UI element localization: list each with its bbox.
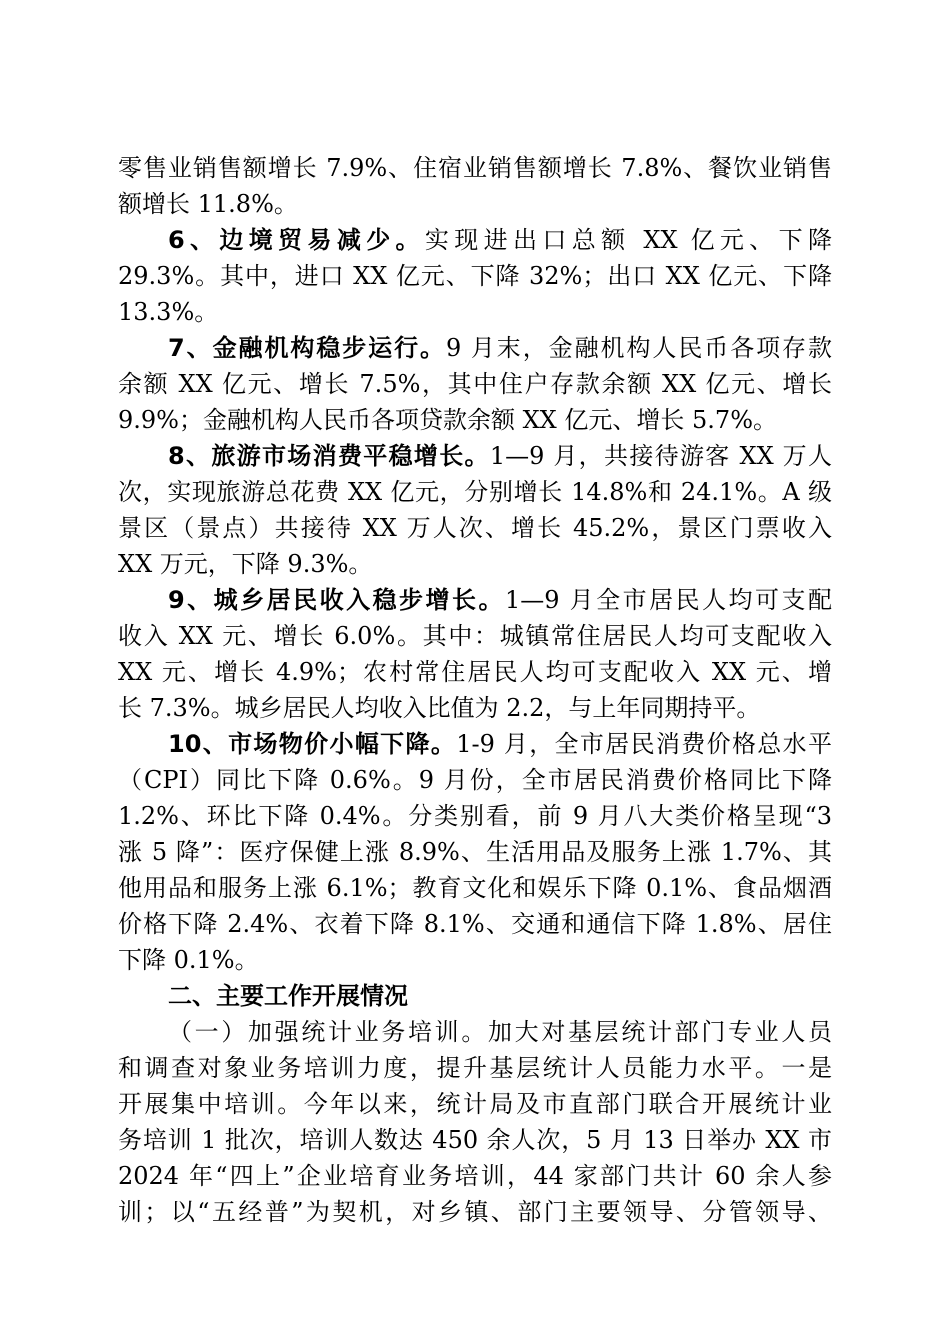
text-line — [118, 258, 832, 294]
heading-text: 6、边境贸易减少。 — [168, 226, 425, 254]
text-line — [118, 582, 832, 618]
body-text: 13.3%。 — [118, 298, 219, 326]
body-text: 零售业销售额增长 7.9%、住宿业销售额增长 7.8%、餐饮业销售 — [118, 154, 832, 182]
heading-text: 10、市场物价小幅下降。 — [168, 730, 457, 758]
document-body — [118, 150, 832, 1230]
body-text: 价格下降 2.4%、衣着下降 8.1%、交通和通信下降 1.8%、居住 — [118, 910, 832, 938]
text-line — [118, 762, 832, 798]
heading-text: 9、城乡居民收入稳步增长。 — [168, 586, 505, 614]
body-text: 次，实现旅游总花费 XX 亿元，分别增长 14.8%和 24.1%。A 级 — [118, 478, 832, 506]
body-text: 9.9%；金融机构人民币各项贷款余额 XX 亿元、增长 5.7%。 — [118, 406, 778, 434]
text-line — [118, 690, 832, 726]
heading-text: 7、金融机构稳步运行。 — [168, 334, 446, 362]
text-line — [118, 330, 832, 366]
heading-text: 8、旅游市场消费平稳增长。 — [168, 442, 490, 470]
body-text: XX 万元，下降 9.3%。 — [118, 550, 373, 578]
body-text: 余额 XX 亿元、增长 7.5%，其中住户存款余额 XX 亿元、增长 — [118, 370, 832, 398]
text-line — [118, 726, 832, 762]
text-line — [118, 150, 832, 186]
text-line — [118, 978, 832, 1014]
body-text: 务培训 1 批次，培训人数达 450 余人次，5 月 13 日举办 XX 市 — [118, 1126, 832, 1154]
text-line — [118, 402, 832, 438]
text-line — [118, 510, 832, 546]
text-line — [118, 1086, 832, 1122]
text-line — [118, 222, 832, 258]
text-line — [118, 870, 832, 906]
body-text: 1—9 月，共接待游客 XX 万人 — [489, 442, 832, 470]
text-line — [118, 834, 832, 870]
body-text: 下降 0.1%。 — [118, 946, 259, 974]
body-text: 9 月末，金融机构人民币各项存款 — [446, 334, 832, 362]
text-line — [118, 1158, 832, 1194]
body-text: 29.3%。其中，进口 XX 亿元、下降 32%；出口 XX 亿元、下降 — [118, 262, 832, 290]
text-line — [118, 1050, 832, 1086]
body-text: 涨 5 降”：医疗保健上涨 8.9%、生活用品及服务上涨 1.7%、其 — [118, 838, 832, 866]
text-line — [118, 798, 832, 834]
text-line — [118, 1014, 832, 1050]
body-text: 和调查对象业务培训力度，提升基层统计人员能力水平。一是 — [118, 1054, 832, 1082]
body-text: XX 元、增长 4.9%；农村常住居民人均可支配收入 XX 元、增 — [118, 658, 832, 686]
text-line — [118, 654, 832, 690]
body-text: 1—9 月全市居民人均可支配 — [505, 586, 832, 614]
body-text: 他用品和服务上涨 6.1%；教育文化和娱乐下降 0.1%、食品烟酒 — [118, 874, 832, 902]
text-line — [118, 294, 832, 330]
text-line — [118, 438, 832, 474]
text-line — [118, 1194, 832, 1230]
text-line — [118, 942, 832, 978]
body-text: 收入 XX 元、增长 6.0%。其中：城镇常住居民人均可支配收入 — [118, 622, 832, 650]
body-text: 额增长 11.8%。 — [118, 190, 298, 218]
text-line — [118, 618, 832, 654]
body-text: 1.2%、环比下降 0.4%。分类别看，前 9 月八大类价格呈现“3 — [118, 802, 832, 830]
body-text: （一）加强统计业务培训。加大对基层统计部门专业人员 — [168, 1018, 832, 1046]
text-line — [118, 474, 832, 510]
text-line — [118, 1122, 832, 1158]
body-text: 训；以“五经普”为契机，对乡镇、部门主要领导、分管领导、 — [118, 1198, 832, 1226]
body-text: 景区（景点）共接待 XX 万人次、增长 45.2%，景区门票收入 — [118, 514, 832, 542]
heading-text: 二、主要工作开展情况 — [168, 982, 408, 1010]
body-text: （CPI）同比下降 0.6%。9 月份，全市居民消费价格同比下降 — [118, 766, 832, 794]
body-text: 实现进出口总额 XX 亿元、下降 — [424, 226, 832, 254]
text-line — [118, 546, 832, 582]
body-text: 长 7.3%。城乡居民人均收入比值为 2.2，与上年同期持平。 — [118, 694, 761, 722]
body-text: 1-9 月，全市居民消费价格总水平 — [456, 730, 832, 758]
body-text: 开展集中培训。今年以来，统计局及市直部门联合开展统计业 — [118, 1090, 832, 1118]
text-line — [118, 906, 832, 942]
body-text: 2024 年“四上”企业培育业务培训，44 家部门共计 60 余人参 — [118, 1162, 832, 1190]
text-line — [118, 366, 832, 402]
text-line — [118, 186, 832, 222]
